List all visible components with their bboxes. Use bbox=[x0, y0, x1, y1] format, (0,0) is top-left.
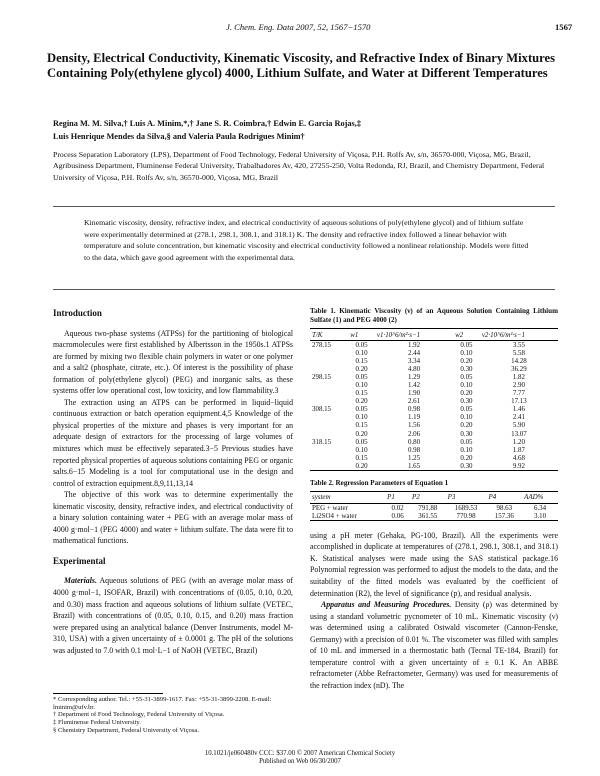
apparatus-paragraph bbox=[310, 599, 558, 691]
table-cell: 6.34 bbox=[533, 503, 547, 512]
table-cell: 0.10 bbox=[355, 349, 368, 358]
table-cell: Li2SO4 + water bbox=[310, 512, 385, 521]
table-cell bbox=[310, 421, 348, 429]
table-cell: 36.29 bbox=[511, 365, 527, 374]
table2-regression-parameters bbox=[310, 491, 558, 521]
table-cell: 0.05 bbox=[460, 437, 473, 446]
running-head bbox=[0, 22, 600, 36]
table-cell: 1.65 bbox=[375, 462, 453, 471]
table-cell: 0.20 bbox=[460, 453, 473, 462]
table-row bbox=[310, 373, 558, 381]
table-cell: 9.92 bbox=[480, 462, 558, 471]
table-cell: 1.25 bbox=[407, 453, 421, 462]
table-cell: 14.28 bbox=[511, 357, 527, 366]
abstract-bottom-rule bbox=[53, 289, 555, 290]
table-cell: 0.30 bbox=[460, 397, 473, 406]
introduction-heading: Introduction bbox=[53, 308, 102, 318]
table-cell: 0.06 bbox=[385, 512, 410, 521]
table-row bbox=[310, 503, 558, 512]
table-cell: 1.87 bbox=[512, 445, 525, 454]
materials-label: Materials. bbox=[64, 576, 97, 586]
footnotes bbox=[53, 696, 293, 735]
table2-header: AAD% bbox=[522, 491, 558, 503]
table-cell bbox=[310, 454, 348, 462]
table1-header: ν2·10^6/m²·s−1 bbox=[480, 329, 558, 341]
intro-paragraph-2: The extraction using an ATPS can be performed in liquid−liquid continuous extraction or batch operation equipment.4,5 Knowledge of the physical properties of the mixture and phases is very important for an adequate design of extractors for the processing of large volumes of mixtures which must be effectively separated.3−5 Previous studies have reported physical properties of aqueous solutions containing PEG or organic salts.6−15 Modeling is a tool for computational use in the design and control of extraction equipment.8,9,11,13,14 bbox=[53, 397, 293, 488]
footnote-corresponding: * Corresponding author. Tel.: +55-31-3899-1617. Fax: +55-31-3899-2208. E-mail: lminim@ufv.br. bbox=[53, 696, 272, 711]
table-cell: 3.34 bbox=[407, 357, 421, 366]
table-cell bbox=[310, 462, 348, 471]
table-cell: 1.29 bbox=[407, 373, 421, 382]
table-row bbox=[310, 365, 558, 373]
table-cell: 0.15 bbox=[355, 453, 368, 462]
table-cell: 0.98 bbox=[407, 445, 421, 454]
abstract-top-rule bbox=[53, 206, 555, 207]
table-cell: 361.55 bbox=[410, 512, 446, 521]
table-row bbox=[310, 413, 558, 421]
table-row bbox=[310, 357, 558, 365]
intro-paragraph-1: Aqueous two-phase systems (ATPSs) for the partitioning of biological macromolecules were first established by Albertsson in the 1950s.1 ATPSs are formed by mixing two flexible chain polymers in water or one polymer and a salt2 (phosphate, citrate, etc.). Of interest is the possibility of phase formation of poly(ethylene glycol) (PEG) and inorganic salts, as these systems offer low operational cost, low toxicity, and low flammability.3 bbox=[53, 328, 293, 396]
table-cell bbox=[310, 349, 348, 357]
table-cell: 0.30 bbox=[460, 365, 473, 374]
table-cell: 770.98 bbox=[446, 512, 487, 521]
doi-line: 10.1021/je060480v CCC: $37.00 © 2007 American Chemical Society bbox=[204, 750, 396, 757]
article-title: Density, Electrical Conductivity, Kinematic Viscosity, and Refractive Index of Binary Mixtures Containing Poly(ethylene glycol) 4000, Lithium Sulfate, and Water at Different Temperatures bbox=[47, 51, 556, 80]
table-row bbox=[310, 454, 558, 462]
page-number: 1567 bbox=[555, 22, 573, 32]
table-cell: 0.10 bbox=[355, 413, 368, 422]
table-cell: 0.05 bbox=[355, 405, 368, 414]
table-cell: 4.68 bbox=[512, 453, 525, 462]
table-cell: 308.15 bbox=[312, 405, 332, 414]
table-cell: 0.10 bbox=[460, 349, 473, 358]
left-column bbox=[53, 302, 293, 656]
table-row bbox=[310, 341, 558, 350]
table-cell: 0.05 bbox=[460, 373, 473, 382]
table-cell: 0.20 bbox=[460, 357, 473, 366]
table-row bbox=[310, 421, 558, 429]
author-line-2: Luis Henrique Mendes da Silva,§ and Valeria Paula Rodrigues Minim† bbox=[53, 131, 305, 141]
table-cell: 0.20 bbox=[355, 429, 368, 438]
table-cell: 0.30 bbox=[460, 429, 473, 438]
table-cell: 0.20 bbox=[348, 462, 375, 471]
table-cell: 3.10 bbox=[522, 512, 558, 521]
table-cell: 0.10 bbox=[355, 445, 368, 454]
footnote-affil-1: † Department of Food Technology, Federal University of Viçosa. bbox=[53, 711, 225, 719]
table1-kinematic-viscosity bbox=[310, 328, 558, 471]
table-cell: 0.20 bbox=[460, 421, 473, 430]
table2-header: P2 bbox=[410, 491, 446, 503]
footnote-affil-2: ‡ Fluminense Federal University. bbox=[53, 719, 141, 727]
table-cell: 1.90 bbox=[407, 389, 421, 398]
table-cell bbox=[310, 365, 348, 373]
table-cell: 0.10 bbox=[460, 445, 473, 454]
table-row bbox=[310, 430, 558, 438]
table2-caption: Table 2. Regression Parameters of Equation 1 bbox=[310, 478, 449, 487]
author-list bbox=[53, 118, 573, 144]
materials-paragraph bbox=[53, 575, 293, 656]
table1-caption: Table 1. Kinematic Viscosity (ν) of an Aqueous Solution Containing Lithium Sulfate (1) and PEG 4000 (2) bbox=[310, 307, 558, 324]
table-cell: 0.30 bbox=[453, 462, 480, 471]
publication-date: Published on Web 06/30/2007 bbox=[259, 758, 341, 765]
table-cell: 2.61 bbox=[407, 397, 421, 406]
table-row bbox=[310, 512, 558, 521]
table-row bbox=[310, 462, 558, 471]
table-cell: 0.05 bbox=[460, 341, 473, 349]
table-cell: 1689.53 bbox=[454, 503, 478, 512]
table-cell: 2.41 bbox=[512, 413, 525, 422]
table-cell: 791.88 bbox=[418, 503, 438, 512]
table-cell: 298.15 bbox=[312, 373, 332, 382]
table-row bbox=[310, 438, 558, 446]
table-cell: 0.10 bbox=[460, 381, 473, 390]
table-cell: 0.15 bbox=[355, 421, 368, 430]
table1-header: T/K bbox=[310, 329, 348, 341]
table-cell: 0.02 bbox=[391, 503, 404, 512]
table-cell: 5.58 bbox=[512, 349, 525, 358]
author-line-1: Regina M. M. Silva,† Luis A. Minim,*,† Jane S. R. Coimbra,† Edwin E. Garcia Rojas,‡ bbox=[53, 119, 362, 128]
table2-header: system bbox=[310, 491, 385, 503]
table-cell: 1.42 bbox=[407, 381, 421, 390]
experimental-continued: using a pH meter (Gehaka, PG-100, Brazil). All the experiments were accomplished in duplicate at temperatures of (278.1, 298.1, 308.1, and 318.1) K. Statistical analyses were made using the SAS statistical package.16 Polynomial regression was performed to adjust the models to the data, and the suitability of the fitted models was evaluated by the coefficient of determination (R2), the level of significance (p), and residual analysis. bbox=[310, 530, 558, 598]
table-cell: 7.77 bbox=[512, 389, 525, 398]
table1-header: ν1·10^6/m²·s−1 bbox=[375, 329, 453, 341]
table-cell: 1.46 bbox=[512, 405, 525, 414]
table-cell: 0.80 bbox=[407, 437, 421, 446]
table-cell bbox=[310, 413, 348, 421]
abstract: Kinematic viscosity, density, refractive index, and electrical conductivity of aqueous solutions of poly(ethylene glycol) and of lithium sulfate were experimentally determined at (278.1, 298.1, 308.1, and 318.1) K. The density and refractive index followed a linear behavior with temperature and solute concentration, but kinematic viscosity and electrical conductivity followed a nonlinear relationship. Models were fitted to the data, which gave good agreement with the experimental data. bbox=[84, 218, 529, 262]
table-cell bbox=[310, 397, 348, 405]
table-cell: 157.36 bbox=[487, 512, 523, 521]
intro-paragraph-3: The objective of this work was to determine experimentally the kinematic viscosity, density, refractive index, and electrical conductivity of a binary solution containing water + PEG with an average molar mass of 4000 g·mol−1 (PEG 4000) and water + lithium sulfate. The data were fit to mathematical functions. bbox=[53, 490, 293, 546]
experimental-heading: Experimental bbox=[53, 555, 106, 566]
table2-header: P1 bbox=[385, 491, 410, 503]
table-row bbox=[310, 446, 558, 454]
table-cell: 0.05 bbox=[355, 437, 368, 446]
table-row bbox=[310, 381, 558, 389]
table-cell: 0.20 bbox=[355, 365, 368, 374]
table-cell: 3.55 bbox=[512, 341, 525, 349]
table-cell: 2.06 bbox=[407, 429, 421, 438]
table-cell bbox=[310, 446, 348, 454]
table-cell: 0.20 bbox=[355, 397, 368, 406]
table-cell: 318.15 bbox=[312, 437, 332, 446]
table-cell bbox=[310, 381, 348, 389]
table-cell bbox=[310, 357, 348, 365]
table2-header: P3 bbox=[446, 491, 487, 503]
table-cell: 4.80 bbox=[407, 365, 421, 374]
table-cell: 1.82 bbox=[512, 373, 525, 382]
footnote-affil-3: § Chemistry Department, Federal University of Viçosa. bbox=[53, 726, 199, 734]
table1-header: w2 bbox=[453, 329, 480, 341]
table-cell bbox=[310, 389, 348, 397]
table-cell: 1.19 bbox=[407, 413, 421, 422]
journal-reference: J. Chem. Eng. Data 2007, 52, 1567−1570 bbox=[226, 22, 371, 32]
table-cell: 0.05 bbox=[460, 405, 473, 414]
table-cell: 5.90 bbox=[512, 421, 525, 430]
table-cell: 1.92 bbox=[407, 341, 421, 349]
table-cell: 13.07 bbox=[511, 429, 527, 438]
table2-header: P4 bbox=[487, 491, 523, 503]
table-row bbox=[310, 349, 558, 357]
footnote-rule bbox=[53, 693, 163, 694]
table-cell: 2.44 bbox=[407, 349, 421, 358]
table-cell: 0.05 bbox=[355, 373, 368, 382]
table-row bbox=[310, 405, 558, 413]
table-cell: 0.10 bbox=[460, 413, 473, 422]
table-cell: 0.15 bbox=[355, 357, 368, 366]
table-cell: PEG + water bbox=[312, 503, 348, 512]
table-cell bbox=[310, 430, 348, 438]
table-cell: 1.56 bbox=[407, 421, 421, 430]
table1-header: w1 bbox=[348, 329, 375, 341]
table-cell: 17.13 bbox=[511, 397, 527, 406]
page-footer bbox=[0, 750, 600, 766]
table-cell: 0.10 bbox=[355, 381, 368, 390]
apparatus-text: Density (ρ) was determined by using a standard volumetric pycnometer of 10 mL. Kinematic viscosity (ν) was determined using a calibrated Ostwald viscometer (Cannon-Fenske, Germany) with a precision of 0.01 %. The viscometer was filled with samples of 10 mL and immersed in a thermostatic bath (Tecnal TE-184, Brazil) for temperature control with a given uncertainty of ± 0.1 K. An ABBE refractometer (Abbe Refractometer, Germany) was used for measurements of the refraction index (nD). The bbox=[310, 600, 558, 690]
table-row bbox=[310, 389, 558, 397]
table-cell: 1.20 bbox=[512, 437, 525, 446]
right-column bbox=[310, 302, 558, 692]
table-cell: 0.15 bbox=[355, 389, 368, 398]
table-cell: 0.98 bbox=[407, 405, 421, 414]
table-cell: 2.90 bbox=[512, 381, 525, 390]
table-cell: 0.05 bbox=[355, 341, 368, 349]
table-cell: 98.63 bbox=[496, 503, 513, 512]
table-cell: 278.15 bbox=[312, 341, 332, 349]
affiliations: Process Separation Laboratory (LPS), Department of Food Technology, Federal University of Viçosa, P.H. Rolfs Av, s/n, 36570-000, Viçosa, MG, Brazil, Agribusiness Department, Fluminense Federal University, Trabalhadores Av, 420, 27255-250, Volta Redonda, RJ, Brazil, and Chemistry Department, Federal University of Viçosa, P.H. Rolfs Av, s/n, 36570-000, Viçosa, MG, Brazil bbox=[53, 150, 545, 182]
table-cell: 0.20 bbox=[460, 389, 473, 398]
apparatus-label: Apparatus and Measuring Procedures. bbox=[321, 600, 452, 610]
materials-text: Aqueous solutions of PEG (with an average molar mass of 4000 g·mol−1, ISOFAR, Brazil) with concentrations of (0.05, 0.10, 0.20, and 0.30) mass fraction and aqueous solutions of lithium sulfate (VETEC, Brazil) with concentrations of (0.05, 0.10, 0.15, and 0.20) mass fraction were prepared using an analytical balance (Denver Instruments, model M-310, USA) with a given uncertainty of ± 0.0001 g. The pH of the solutions was adjusted to 7.0 with 0.1 mol·L−1 of NaOH (VETEC, Brazil) bbox=[53, 576, 293, 655]
table-row bbox=[310, 397, 558, 405]
